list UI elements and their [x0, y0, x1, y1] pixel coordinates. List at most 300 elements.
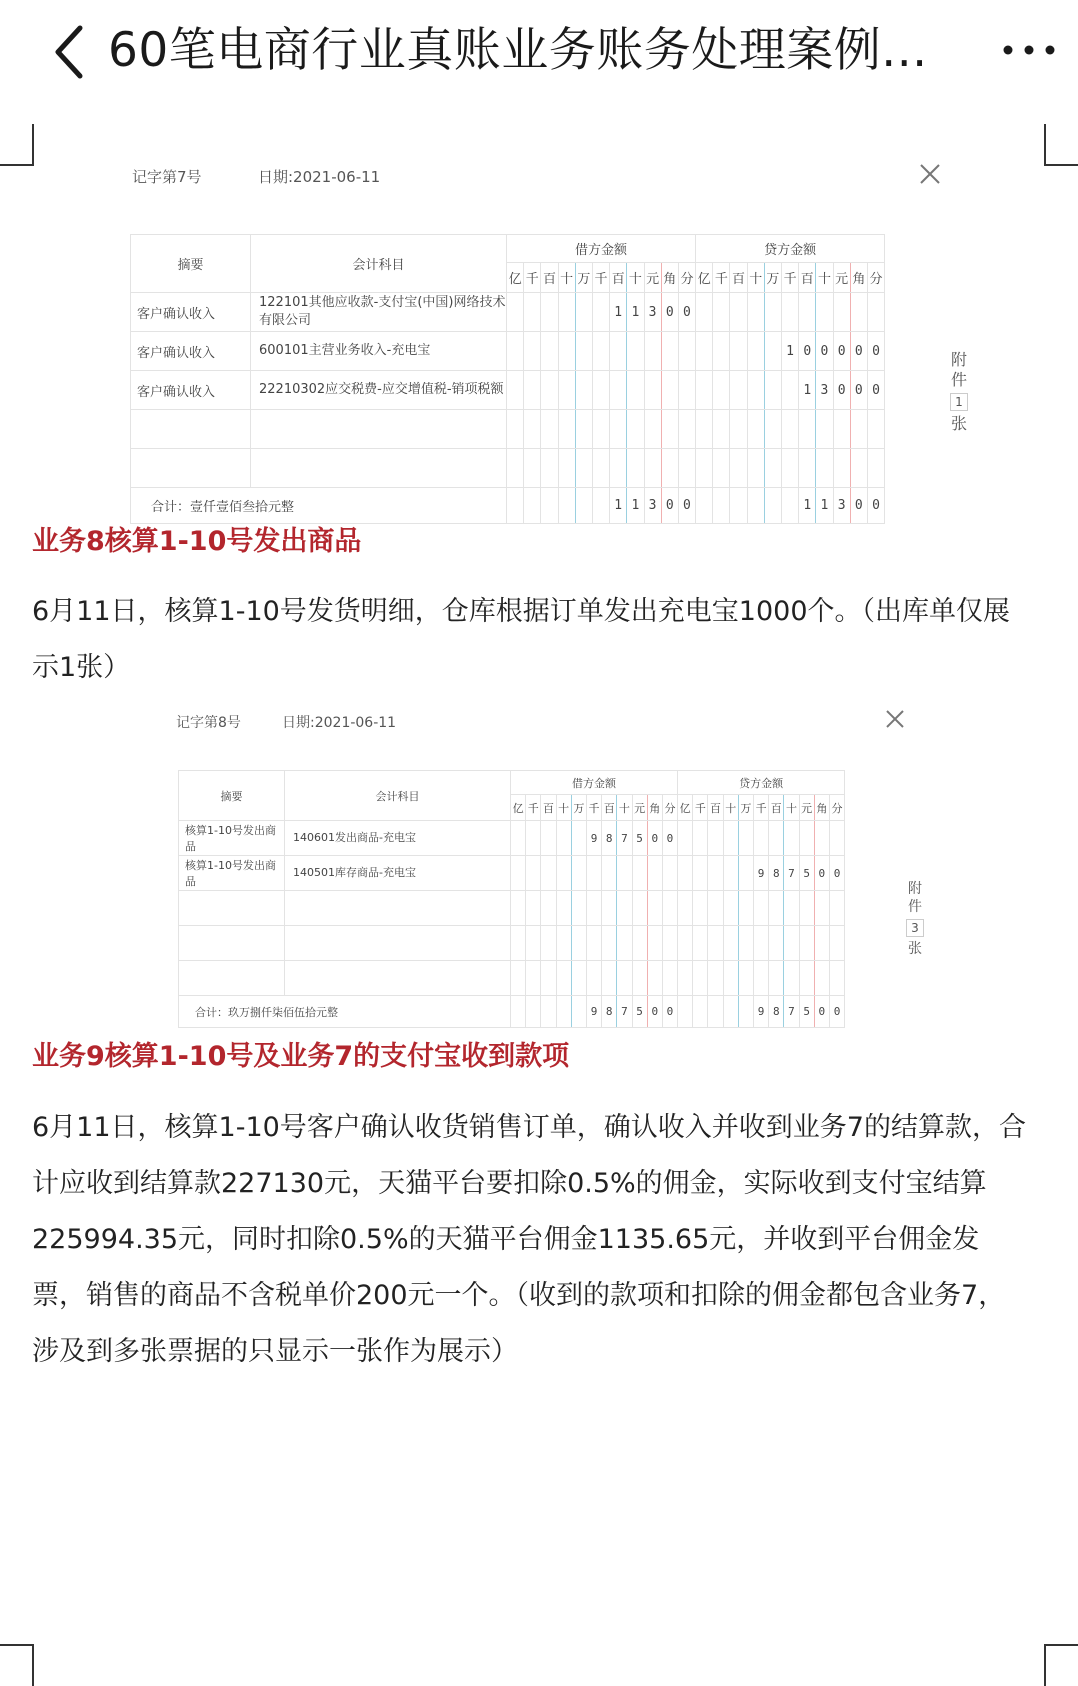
digit-label: 亿	[511, 795, 526, 821]
amount-digit	[678, 961, 693, 996]
amount-digit	[511, 891, 526, 926]
crop-mark-top-left	[0, 124, 34, 166]
amount-digit	[769, 926, 784, 961]
voucher-number: 记字第8号	[176, 715, 241, 731]
amount-digit: 3	[833, 488, 850, 524]
amount-digit: 8	[769, 856, 784, 891]
row-account	[285, 961, 511, 996]
digit-label: 亿	[507, 263, 524, 293]
amount-digit	[708, 961, 723, 996]
amount-digit	[592, 332, 609, 371]
amount-digit	[782, 488, 799, 524]
digit-label: 千	[754, 795, 769, 821]
digit-label: 百	[602, 795, 617, 821]
amount-digit	[693, 961, 708, 996]
table-row	[179, 856, 845, 891]
section-9-heading: 业务9核算1-10号及业务7的支付宝收到款项	[32, 1041, 570, 1072]
amount-digit: 5	[799, 856, 814, 891]
row-summary: 核算1-10号发出商品	[179, 821, 285, 856]
amount-digit	[558, 332, 575, 371]
digit-label: 元	[799, 795, 814, 821]
amount-digit	[524, 332, 541, 371]
attachment-number: 1	[950, 393, 968, 411]
amount-digit	[799, 293, 816, 332]
amount-digit	[541, 996, 556, 1028]
amount-digit: 9	[586, 996, 601, 1028]
amount-digit: 1	[782, 332, 799, 371]
col-credit-header: 贷方金额	[696, 235, 885, 263]
total-row	[131, 488, 885, 524]
amount-digit	[678, 410, 695, 449]
amount-digit: 5	[632, 996, 647, 1028]
amount-digit	[867, 410, 884, 449]
digit-label: 十	[558, 263, 575, 293]
amount-digit	[754, 926, 769, 961]
amount-digit: 0	[678, 488, 695, 524]
amount-digit	[713, 371, 730, 410]
amount-digit	[541, 410, 558, 449]
amount-digit	[747, 488, 764, 524]
digit-label: 亿	[696, 263, 713, 293]
amount-digit	[571, 996, 586, 1028]
crop-mark-bottom-left	[0, 1644, 34, 1686]
amount-digit	[816, 293, 833, 332]
voucher-table	[130, 234, 885, 524]
amount-digit	[850, 293, 867, 332]
amount-digit	[662, 961, 677, 996]
amount-digit	[511, 961, 526, 996]
amount-digit	[661, 449, 678, 488]
amount-digit	[592, 449, 609, 488]
amount-digit	[782, 410, 799, 449]
amount-digit	[708, 821, 723, 856]
amount-digit	[511, 856, 526, 891]
amount-digit	[738, 926, 753, 961]
amount-digit: 0	[867, 332, 884, 371]
amount-digit	[814, 926, 829, 961]
digit-label: 百	[730, 263, 747, 293]
voucher-table	[178, 770, 845, 1028]
amount-digit	[558, 449, 575, 488]
table-row	[179, 961, 845, 996]
amount-digit	[696, 332, 713, 371]
digit-label: 元	[833, 263, 850, 293]
row-account	[285, 926, 511, 961]
amount-digit	[556, 996, 571, 1028]
amount-digit	[713, 410, 730, 449]
voucher-close-button[interactable]	[918, 162, 942, 190]
amount-digit	[782, 371, 799, 410]
digit-label: 亿	[678, 795, 693, 821]
row-account	[251, 410, 507, 449]
amount-digit	[708, 926, 723, 961]
section-9-paragraph: 6月11日，核算1-10号客户确认收货销售订单，确认收入并收到业务7的结算款，合计应收到结算款227130元，天猫平台要扣除0.5%的佣金，实际收到支付宝结算225994.35元，同时扣除0.5%的天猫平台佣金1135.65元，并收到平台佣金发票，销售的商品不含税单价200元一个。（收到的款项和扣除的佣金都包含业务7，涉及到多张票据的只显示一张作为展示）	[32, 1112, 1026, 1367]
amount-digit	[541, 821, 556, 856]
voucher-number: 记字第7号	[132, 168, 202, 186]
back-button[interactable]	[48, 20, 98, 84]
amount-digit	[738, 821, 753, 856]
amount-digit	[696, 488, 713, 524]
amount-digit	[693, 996, 708, 1028]
amount-digit	[556, 821, 571, 856]
amount-digit	[662, 891, 677, 926]
amount-digit: 0	[662, 821, 677, 856]
amount-digit	[610, 449, 627, 488]
amount-digit	[662, 926, 677, 961]
amount-digit: 7	[617, 821, 632, 856]
amount-digit: 0	[662, 996, 677, 1028]
amount-digit: 1	[610, 293, 627, 332]
amount-digit	[816, 410, 833, 449]
amount-digit	[747, 410, 764, 449]
amount-digit: 0	[647, 996, 662, 1028]
amount-digit	[627, 410, 644, 449]
amount-digit: 0	[814, 996, 829, 1028]
digit-label: 千	[526, 795, 541, 821]
amount-digit	[708, 891, 723, 926]
amount-digit: 5	[632, 821, 647, 856]
close-icon	[884, 708, 906, 730]
amount-digit	[617, 856, 632, 891]
row-account	[285, 891, 511, 926]
amount-digit	[696, 410, 713, 449]
table-row	[179, 821, 845, 856]
amount-digit: 7	[617, 996, 632, 1028]
amount-digit	[829, 961, 844, 996]
amount-digit	[708, 996, 723, 1028]
amount-digit	[558, 410, 575, 449]
table-row	[131, 332, 885, 371]
amount-digit	[644, 332, 661, 371]
digit-label: 十	[556, 795, 571, 821]
amount-digit: 0	[816, 332, 833, 371]
amount-digit: 7	[784, 856, 799, 891]
amount-digit	[558, 488, 575, 524]
amount-digit	[769, 821, 784, 856]
col-account-header: 会计科目	[285, 771, 511, 821]
digit-label: 百	[769, 795, 784, 821]
amount-digit	[738, 961, 753, 996]
amount-digit	[764, 371, 781, 410]
amount-digit	[647, 891, 662, 926]
amount-digit	[541, 488, 558, 524]
amount-digit: 0	[661, 488, 678, 524]
col-debit-header: 借方金额	[511, 771, 678, 795]
digit-label: 千	[713, 263, 730, 293]
amount-digit: 5	[799, 996, 814, 1028]
amount-digit	[784, 961, 799, 996]
crop-mark-bottom-right	[1044, 1644, 1078, 1686]
row-account	[251, 449, 507, 488]
amount-digit	[558, 371, 575, 410]
amount-digit	[738, 856, 753, 891]
amount-digit	[571, 856, 586, 891]
digit-label: 分	[662, 795, 677, 821]
more-dots-icon	[998, 30, 1060, 70]
amount-digit	[730, 449, 747, 488]
amount-digit	[586, 856, 601, 891]
col-summary-header: 摘要	[131, 235, 251, 293]
amount-digit	[754, 891, 769, 926]
row-summary: 客户确认收入	[131, 332, 251, 371]
voucher-8-image	[162, 690, 922, 1050]
amount-digit	[799, 961, 814, 996]
amount-digit	[769, 961, 784, 996]
amount-digit: 3	[644, 488, 661, 524]
amount-digit	[850, 449, 867, 488]
amount-digit	[661, 410, 678, 449]
row-summary	[179, 891, 285, 926]
row-summary: 客户确认收入	[131, 371, 251, 410]
amount-digit: 0	[661, 293, 678, 332]
amount-digit: 0	[833, 332, 850, 371]
amount-digit	[586, 926, 601, 961]
digit-label: 千	[592, 263, 609, 293]
amount-digit	[507, 332, 524, 371]
amount-digit: 1	[799, 371, 816, 410]
amount-digit	[799, 410, 816, 449]
digit-label: 万	[738, 795, 753, 821]
amount-digit	[693, 856, 708, 891]
amount-digit	[541, 449, 558, 488]
amount-digit	[507, 410, 524, 449]
amount-digit: 0	[850, 371, 867, 410]
amount-digit: 0	[799, 332, 816, 371]
amount-digit	[586, 961, 601, 996]
digit-label: 十	[747, 263, 764, 293]
amount-digit	[571, 961, 586, 996]
digit-label: 分	[678, 263, 695, 293]
row-account: 122101其他应收款-支付宝(中国)网络技术有限公司	[251, 293, 507, 332]
amount-digit	[738, 891, 753, 926]
row-summary: 核算1-10号发出商品	[179, 856, 285, 891]
digit-label: 千	[782, 263, 799, 293]
digit-label: 角	[850, 263, 867, 293]
amount-digit	[602, 891, 617, 926]
amount-digit	[678, 996, 693, 1028]
digit-label: 百	[708, 795, 723, 821]
amount-digit	[541, 332, 558, 371]
amount-digit	[592, 293, 609, 332]
row-account: 22210302应交税费-应交增值税-销项税额	[251, 371, 507, 410]
voucher-close-button[interactable]	[884, 708, 906, 734]
digit-label: 千	[586, 795, 601, 821]
amount-digit	[647, 856, 662, 891]
amount-digit: 0	[833, 371, 850, 410]
amount-digit	[575, 488, 592, 524]
amount-digit	[524, 488, 541, 524]
amount-digit	[571, 891, 586, 926]
amount-digit	[647, 926, 662, 961]
amount-digit	[784, 926, 799, 961]
digit-label: 十	[627, 263, 644, 293]
amount-digit	[511, 821, 526, 856]
digit-label: 千	[524, 263, 541, 293]
amount-digit	[575, 332, 592, 371]
amount-digit	[526, 926, 541, 961]
digit-label: 分	[829, 795, 844, 821]
col-summary-header: 摘要	[179, 771, 285, 821]
attachment-number: 3	[906, 919, 924, 937]
digit-label: 十	[784, 795, 799, 821]
amount-digit	[696, 293, 713, 332]
amount-digit	[602, 961, 617, 996]
amount-digit: 1	[627, 293, 644, 332]
amount-digit	[730, 293, 747, 332]
amount-digit	[764, 293, 781, 332]
row-account: 140601发出商品-充电宝	[285, 821, 511, 856]
row-summary	[131, 449, 251, 488]
row-summary	[179, 961, 285, 996]
amount-digit	[647, 961, 662, 996]
amount-digit	[747, 293, 764, 332]
table-row	[131, 410, 885, 449]
digit-label: 百	[541, 263, 558, 293]
amount-digit	[784, 821, 799, 856]
amount-digit: 0	[678, 293, 695, 332]
amount-digit	[556, 856, 571, 891]
amount-digit	[782, 449, 799, 488]
amount-digit	[696, 449, 713, 488]
amount-digit	[814, 891, 829, 926]
amount-digit	[713, 293, 730, 332]
amount-digit	[526, 856, 541, 891]
amount-digit	[632, 961, 647, 996]
row-summary: 客户确认收入	[131, 293, 251, 332]
digit-label: 千	[693, 795, 708, 821]
amount-digit	[610, 371, 627, 410]
amount-digit	[829, 821, 844, 856]
digit-label: 角	[814, 795, 829, 821]
amount-digit	[507, 371, 524, 410]
digit-label: 角	[647, 795, 662, 821]
amount-digit: 1	[627, 488, 644, 524]
table-row	[131, 371, 885, 410]
amount-digit	[526, 891, 541, 926]
amount-digit	[507, 449, 524, 488]
amount-digit	[526, 996, 541, 1028]
amount-digit	[764, 332, 781, 371]
amount-digit	[511, 996, 526, 1028]
col-debit-header: 借方金额	[507, 235, 696, 263]
amount-digit	[816, 449, 833, 488]
digit-label: 十	[816, 263, 833, 293]
amount-digit: 0	[867, 488, 884, 524]
digit-label: 十	[617, 795, 632, 821]
amount-digit	[723, 961, 738, 996]
amount-digit	[556, 926, 571, 961]
amount-digit	[592, 410, 609, 449]
more-button[interactable]	[998, 30, 1060, 70]
amount-digit: 8	[602, 996, 617, 1028]
amount-digit	[723, 821, 738, 856]
amount-digit	[507, 293, 524, 332]
amount-digit	[678, 926, 693, 961]
amount-digit	[541, 293, 558, 332]
table-row	[131, 449, 885, 488]
amount-digit	[764, 449, 781, 488]
amount-digit	[747, 371, 764, 410]
amount-digit	[541, 926, 556, 961]
amount-digit	[730, 332, 747, 371]
digit-label: 十	[723, 795, 738, 821]
top-bar	[0, 0, 1078, 104]
amount-digit	[833, 410, 850, 449]
amount-digit	[571, 821, 586, 856]
amount-digit	[617, 926, 632, 961]
amount-digit	[693, 821, 708, 856]
section-8-heading: 业务8核算1-10号发出商品	[32, 526, 362, 557]
amount-digit	[575, 449, 592, 488]
amount-digit	[524, 410, 541, 449]
amount-digit	[693, 891, 708, 926]
amount-digit	[632, 926, 647, 961]
amount-digit: 0	[867, 371, 884, 410]
amount-digit	[850, 410, 867, 449]
amount-digit	[833, 293, 850, 332]
amount-digit	[644, 449, 661, 488]
amount-digit	[541, 371, 558, 410]
row-account: 600101主营业务收入-充电宝	[251, 332, 507, 371]
amount-digit	[662, 856, 677, 891]
amount-digit: 0	[829, 856, 844, 891]
amount-digit	[524, 371, 541, 410]
total-row	[179, 996, 845, 1028]
digit-label: 角	[661, 263, 678, 293]
amount-digit	[558, 293, 575, 332]
amount-digit	[541, 891, 556, 926]
amount-digit	[754, 821, 769, 856]
digit-label: 万	[571, 795, 586, 821]
amount-digit	[511, 926, 526, 961]
amount-digit	[678, 332, 695, 371]
total-label: 合计：壹仟壹佰叁拾元整	[131, 488, 507, 524]
amount-digit: 3	[816, 371, 833, 410]
amount-digit	[747, 449, 764, 488]
amount-digit	[833, 449, 850, 488]
attachment-label: 附件	[908, 881, 922, 915]
amount-digit	[617, 961, 632, 996]
close-icon	[918, 162, 942, 186]
amount-digit	[867, 449, 884, 488]
crop-mark-top-right	[1044, 124, 1078, 166]
amount-digit	[708, 856, 723, 891]
amount-digit	[696, 371, 713, 410]
amount-digit	[526, 961, 541, 996]
amount-digit	[799, 926, 814, 961]
amount-digit	[524, 449, 541, 488]
amount-digit	[754, 961, 769, 996]
amount-digit	[541, 856, 556, 891]
voucher-date: 日期:2021-06-11	[282, 715, 397, 731]
amount-digit	[592, 371, 609, 410]
amount-digit	[723, 856, 738, 891]
amount-digit	[617, 891, 632, 926]
amount-digit	[556, 961, 571, 996]
attachment-unit: 张	[908, 941, 922, 957]
amount-digit	[575, 293, 592, 332]
amount-digit	[723, 926, 738, 961]
row-account: 140501库存商品-充电宝	[285, 856, 511, 891]
amount-digit	[713, 332, 730, 371]
table-row	[179, 891, 845, 926]
amount-digit	[661, 371, 678, 410]
table-row	[131, 293, 885, 332]
total-label: 合计：玖万捌仟柒佰伍拾元整	[179, 996, 511, 1028]
amount-digit: 9	[586, 821, 601, 856]
amount-digit	[678, 856, 693, 891]
amount-digit	[610, 332, 627, 371]
